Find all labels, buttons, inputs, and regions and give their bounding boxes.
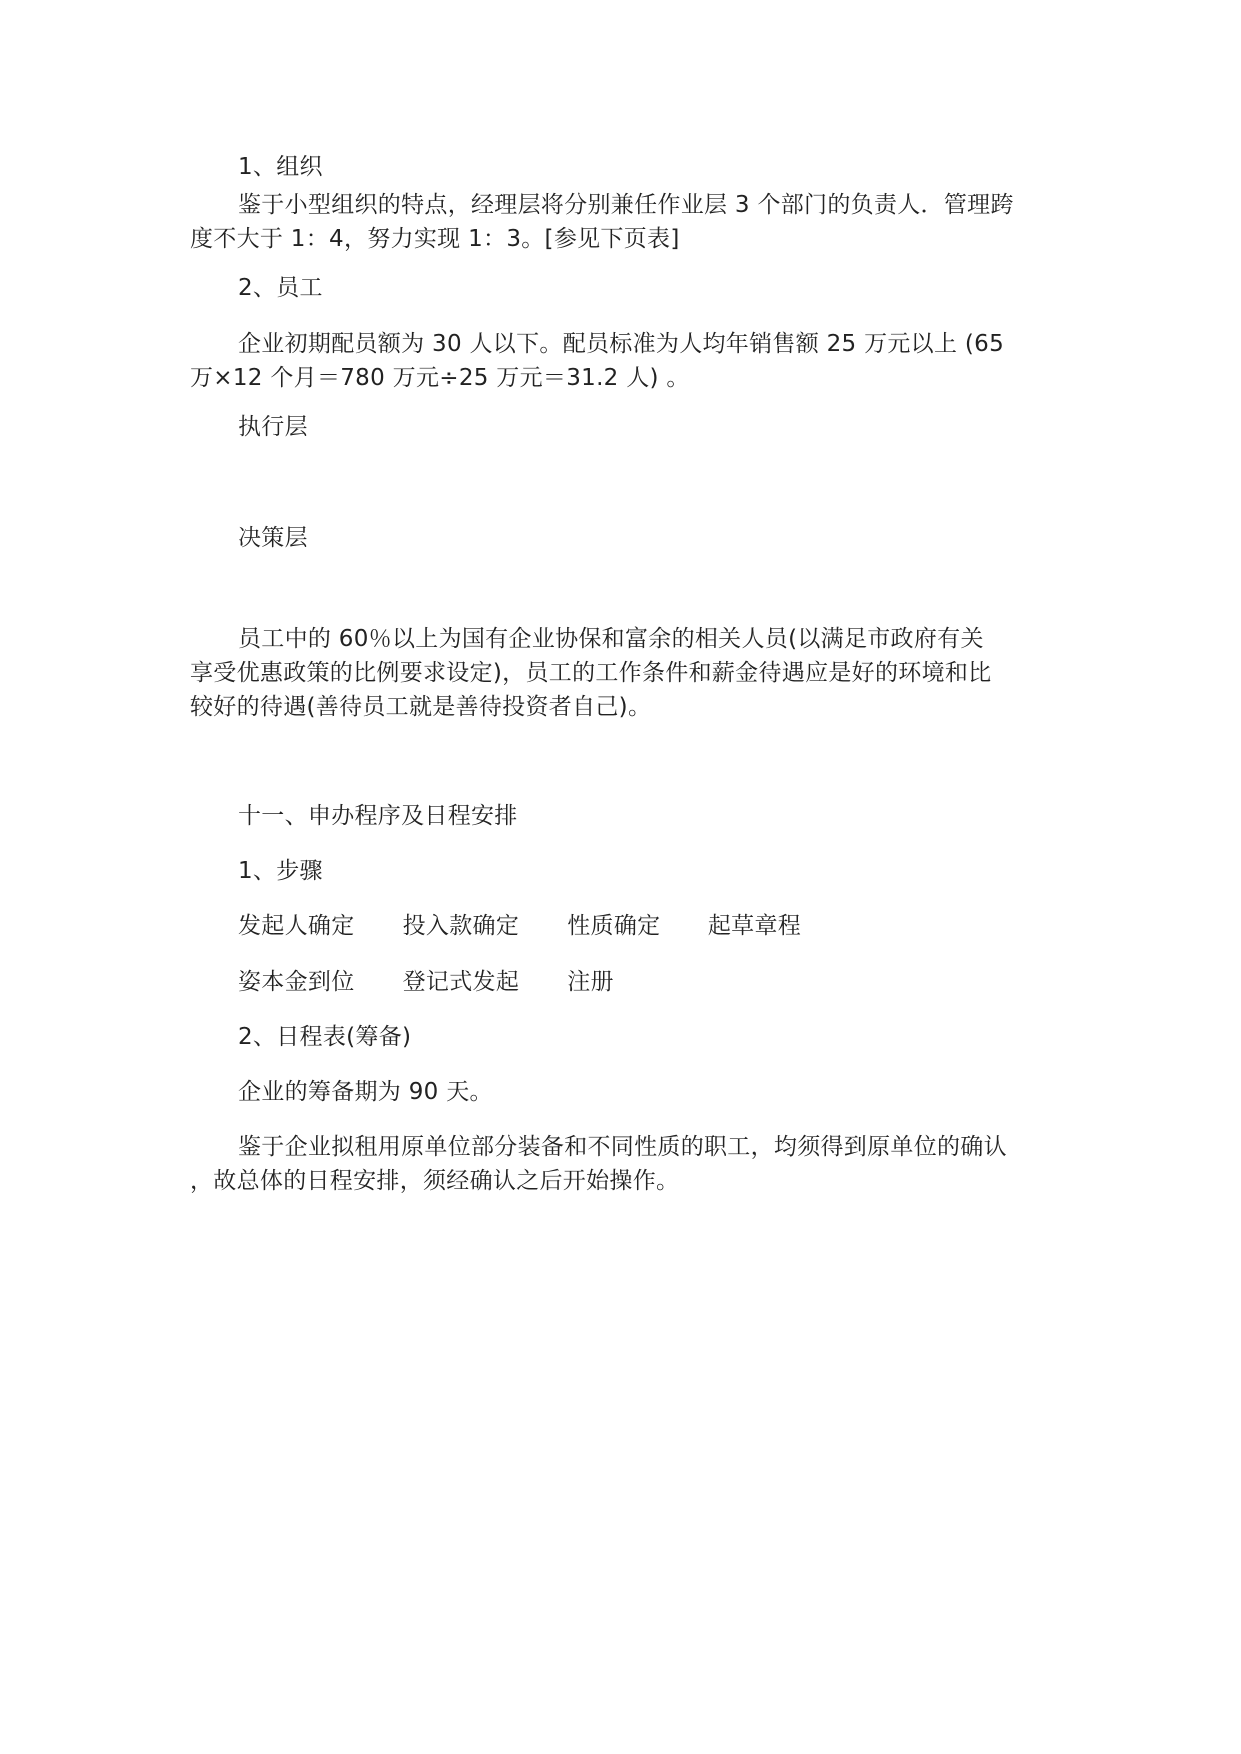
step-item: 起草章程	[707, 913, 802, 939]
staff-heading: 2、员工	[238, 275, 323, 301]
step-item: 姿本金到位	[238, 969, 355, 995]
exec-layer-label: 执行层	[238, 414, 308, 440]
step-item: 登记式发起	[402, 969, 520, 995]
org-paragraph-line-2: 度不大于 1：4，努力实现 1：3。[参见下页表]	[190, 226, 680, 252]
step-item: 投入款确定	[402, 913, 520, 939]
staff-detail-line-2: 享受优惠政策的比例要求设定)，员工的工作条件和薪金待遇应是好的环境和比	[190, 660, 992, 686]
procedure-heading: 十一、申办程序及日程安排	[238, 803, 518, 829]
staff-detail-line-3: 较好的待遇(善待员工就是善待投资者自己)。	[190, 694, 652, 720]
step-item: 性质确定	[567, 913, 661, 939]
schedule-heading: 2、日程表(筹备)	[238, 1024, 412, 1050]
schedule-paragraph: 企业的筹备期为 90 天。	[238, 1079, 493, 1105]
steps-row-1	[238, 909, 801, 943]
steps-heading: 1、步骤	[238, 858, 323, 884]
schedule-detail-paragraph	[190, 1130, 1060, 1198]
staff-detail-line-1: 员工中的 60％以上为国有企业协保和富余的相关人员(以满足市政府有关	[238, 626, 984, 652]
staff-detail-paragraph	[190, 622, 1060, 724]
step-item: 发起人确定	[238, 913, 355, 939]
steps-row-2	[238, 965, 614, 999]
step-item: 注册	[567, 969, 614, 995]
schedule-detail-line-2: ，故总体的日程安排，须经确认之后开始操作。	[190, 1168, 680, 1194]
staff-paragraph-line-2: 万×12 个月＝780 万元÷25 万元＝31.2 人) 。	[190, 365, 690, 391]
decision-layer-label: 决策层	[238, 525, 308, 551]
staff-paragraph-line-1: 企业初期配员额为 30 人以下。配员标准为人均年销售额 25 万元以上 (65	[238, 331, 1005, 357]
org-paragraph-line-1: 鉴于小型组织的特点，经理层将分别兼任作业层 3 个部门的负责人．管理跨	[238, 192, 1014, 218]
org-heading: 1、组织	[238, 154, 323, 180]
schedule-detail-line-1: 鉴于企业拟租用原单位部分装备和不同性质的职工，均须得到原单位的确认	[238, 1134, 1007, 1160]
staff-paragraph	[190, 327, 1060, 395]
org-paragraph	[190, 188, 1060, 256]
